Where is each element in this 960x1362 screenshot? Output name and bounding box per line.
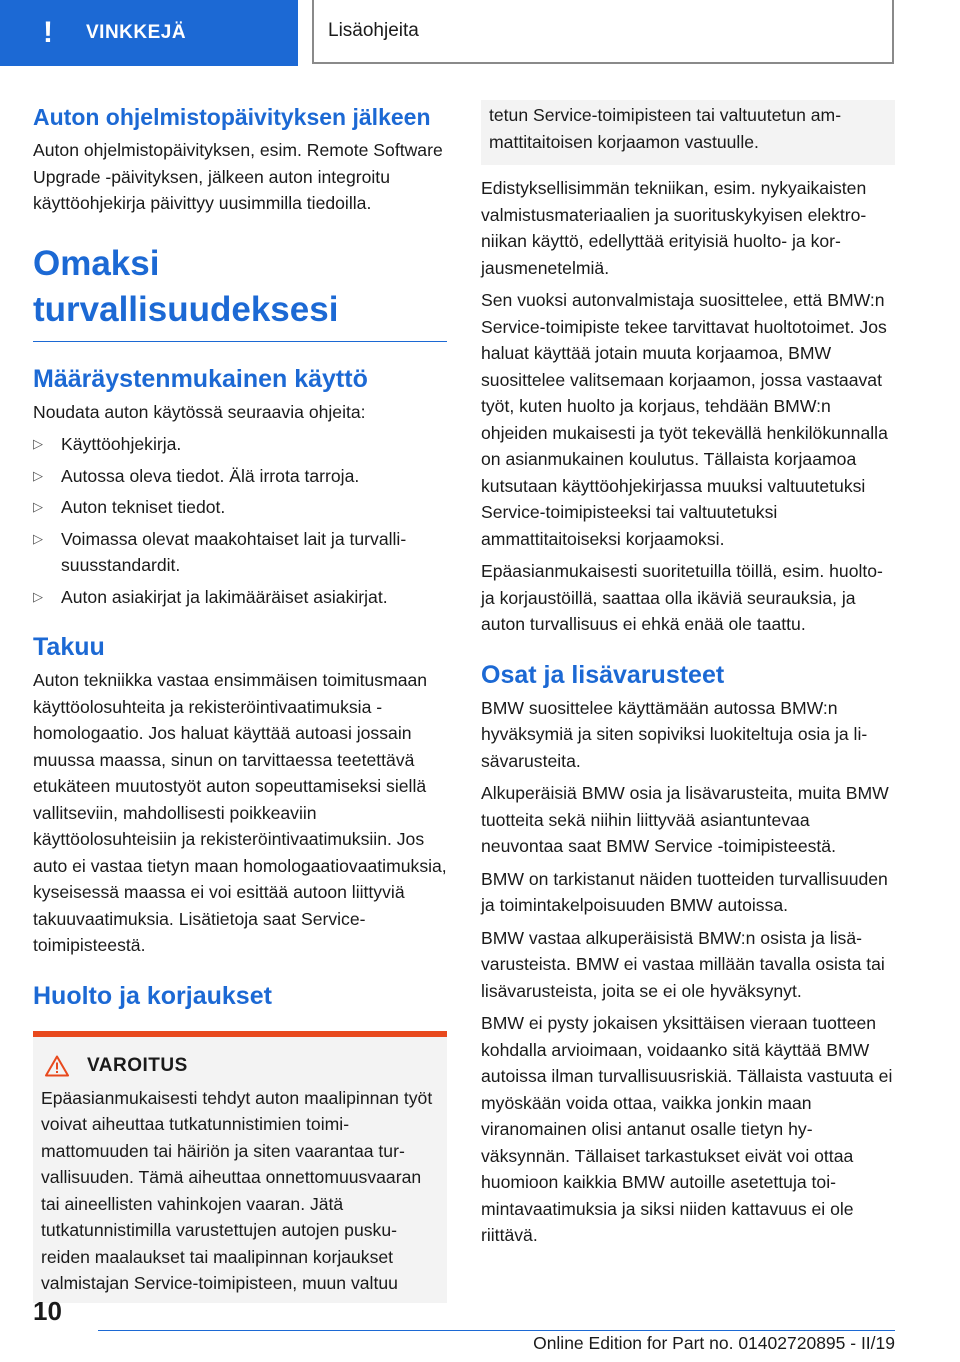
triangle-bullet-icon: ▷ xyxy=(33,530,43,546)
edition-footer: Online Edition for Part no. 01402720895 - II/19 xyxy=(533,1333,895,1353)
paragraph: Sen vuoksi autonvalmistaja suosittelee, että BMW:n Service-toimipiste tekee tarvittavat huoltotoimet. Jos haluat käyttää jotain muuta korjaamoa, BMW suosittelee valitsemaan korjaamon, jossa vastaavat työt, kuten huolto ja korjaus, tehdään BMW:n ohjeiden mukaisesti ja työt tekevällä henkilökunnalla on asianmukainen koulutus. Tällaista korjaamoa kutsutaan käyttöohjekirjassa muuksi valtuutetuksi Service-toimipisteeksi tai valtuutetuksi ammattitaitoiseksi korjaamoksi. xyxy=(481,290,888,549)
page-header xyxy=(0,0,960,66)
right-column xyxy=(481,100,895,1255)
paragraph: BMW suosittelee käyttämään autossa BMW:n hyväksymiä ja siten sopiviksi luokiteltuja osia ja lisävarusteita. xyxy=(481,697,868,771)
subsection-tab-label: Lisäohjeita xyxy=(328,20,419,41)
list-item: ▷ Käyttöohjekirja. xyxy=(33,431,447,458)
paragraph: BMW vastaa alkuperäisistä BMW:n osista ja lisävarusteista. BMW ei vastaa millään tavalla osista tai lisävarusteista, joita se ei ole hyväksynyt. xyxy=(481,927,885,1001)
warning-text: tetun Service-toimipisteen tai valtuutetun ammattitaitoisen korjaamon vastuulle. xyxy=(489,105,842,152)
subsection-tab-lisaohjeita xyxy=(312,0,894,64)
bullet-list xyxy=(33,431,447,610)
section-title-parts: Osat ja lisävarusteet xyxy=(481,660,725,689)
list-item: ▷ Auton tekniset tiedot. xyxy=(33,494,447,521)
chapter-title: Omaksi turvallisuudeksesi xyxy=(33,241,447,342)
exclamation-icon: ! xyxy=(43,16,53,49)
paragraph: BMW on tarkistanut näiden tuotteiden turvallisuuden ja toimintakelpoisuuden BMW autoissa. xyxy=(481,868,888,915)
triangle-bullet-icon: ▷ xyxy=(33,499,43,514)
warning-header xyxy=(41,1055,435,1077)
triangle-bullet-icon: ▷ xyxy=(33,436,43,451)
paragraph: Auton ohjelmistopäivityksen, esim. Remote Software Upgrade -päivityksen, jälkeen auton integroitu käyttöohjekirja päivittyy uusimmilla tiedoilla. xyxy=(33,140,443,213)
paragraph: Alkuperäisiä BMW osia ja lisävarusteita, muita BMW tuotteita sekä niihin liittyvää asiantuntevaa neuvontaa saat BMW Service -toimipisteestä. xyxy=(481,783,889,856)
list-item: ▷ Voimassa olevat maakohtaiset lait ja turvallisuusstandardit. xyxy=(33,526,447,579)
paragraph: Epäasianmukaisesti suoritetuilla töillä, esim. huolto- ja korjaustöillä, saattaa olla ikäviä seurauksia, ja auton turvallisuus ei ehkä enää ole taattu. xyxy=(481,561,883,634)
section-title-software-update: Auton ohjelmistopäivityksen jälkeen xyxy=(33,104,431,130)
section-tab-label: VINKKEJÄ xyxy=(86,22,187,43)
paragraph: Auton tekniikka vastaa ensimmäisen toimitusmaan käyttöolosuhteita ja rekisteröintivaatimuksia - homologaatio. Jos haluat käyttää autoasi jossain muussa maassa, sinun on tarvittaessa teetettävä etukäteen muutostyöt auton sopeuttamiseksi siellä vallitseviin, mahdollisesti poikkeaviin käyttöolosuhteisiin ja rekisteröintivaatimuksiin. Jos auto ei vastaa tietyn maan homologaatiovaatimuksia, kyseisessä maassa ei voi esittää autoon liittyviä takuuvaatimuksia. Lisätietoja saat Service-toimipisteestä. xyxy=(33,670,447,955)
section-title-warranty: Takuu xyxy=(33,633,105,661)
warning-box-continued xyxy=(481,100,895,165)
triangle-bullet-icon: ▷ xyxy=(33,588,43,604)
warning-title: VAROITUS xyxy=(87,1054,188,1076)
section-tab-vinkkeja xyxy=(0,0,298,66)
triangle-bullet-icon: ▷ xyxy=(33,467,43,483)
warning-text: Epäasianmukaisesti tehdyt auton maalipinnan työt voivat aiheuttaa tutkatunnistimien toimimattomuuden tai häiriön ja siten vaarantaa turvallisuuden. Tämä aiheuttaa onnettomuusvaaran tai aineellisten vahinkojen vaaran. Jätä tutkatunnistimilla varustettujen autojen puskureiden maalaukset tai maalipinnan korjaukset valmistajan Service-toimipisteen, muun valtuu xyxy=(41,1087,433,1293)
left-column xyxy=(33,100,447,1303)
warning-box xyxy=(33,1031,447,1303)
section-title-usage: Määräystenmukainen käyttö xyxy=(33,364,368,393)
warning-triangle-icon xyxy=(45,1055,69,1077)
page-number: 10 xyxy=(33,1296,62,1326)
section-title-maintenance: Huolto ja korjaukset xyxy=(33,981,272,1010)
paragraph: BMW ei pysty jokaisen yksittäisen vieraan tuotteen kohdalla arvioimaan, voidaanko sitä käyttää BMW autoissa ilman turvallisuusriskiä. Tällaista vastuuta ei myöskään voida ottaa, vaikka jonkin maan viranomainen olisi antanut osalle tietyn hyväksynnän. Tällaiset tarkastukset eivät voi ottaa huomioon kaikkia BMW autoille asetettuja toimintavaatimuksia ja siksi niiden kattavuus ei ole riittävä. xyxy=(481,1013,893,1245)
list-item: ▷ Autossa oleva tiedot. Älä irrota tarroja. xyxy=(33,463,447,490)
paragraph: Noudata auton käytössä seuraavia ohjeita: xyxy=(33,401,366,422)
paragraph: Edistyksellisimmän tekniikan, esim. nykyaikaisten valmistusmateriaalien ja suorituskykyisen elektroniikan käyttö, edellyttää erityisiä huolto- ja korjausmenetelmiä. xyxy=(481,178,867,278)
footer-divider xyxy=(98,1330,895,1331)
list-item: ▷ Auton asiakirjat ja lakimääräiset asiakirjat. xyxy=(33,584,447,611)
